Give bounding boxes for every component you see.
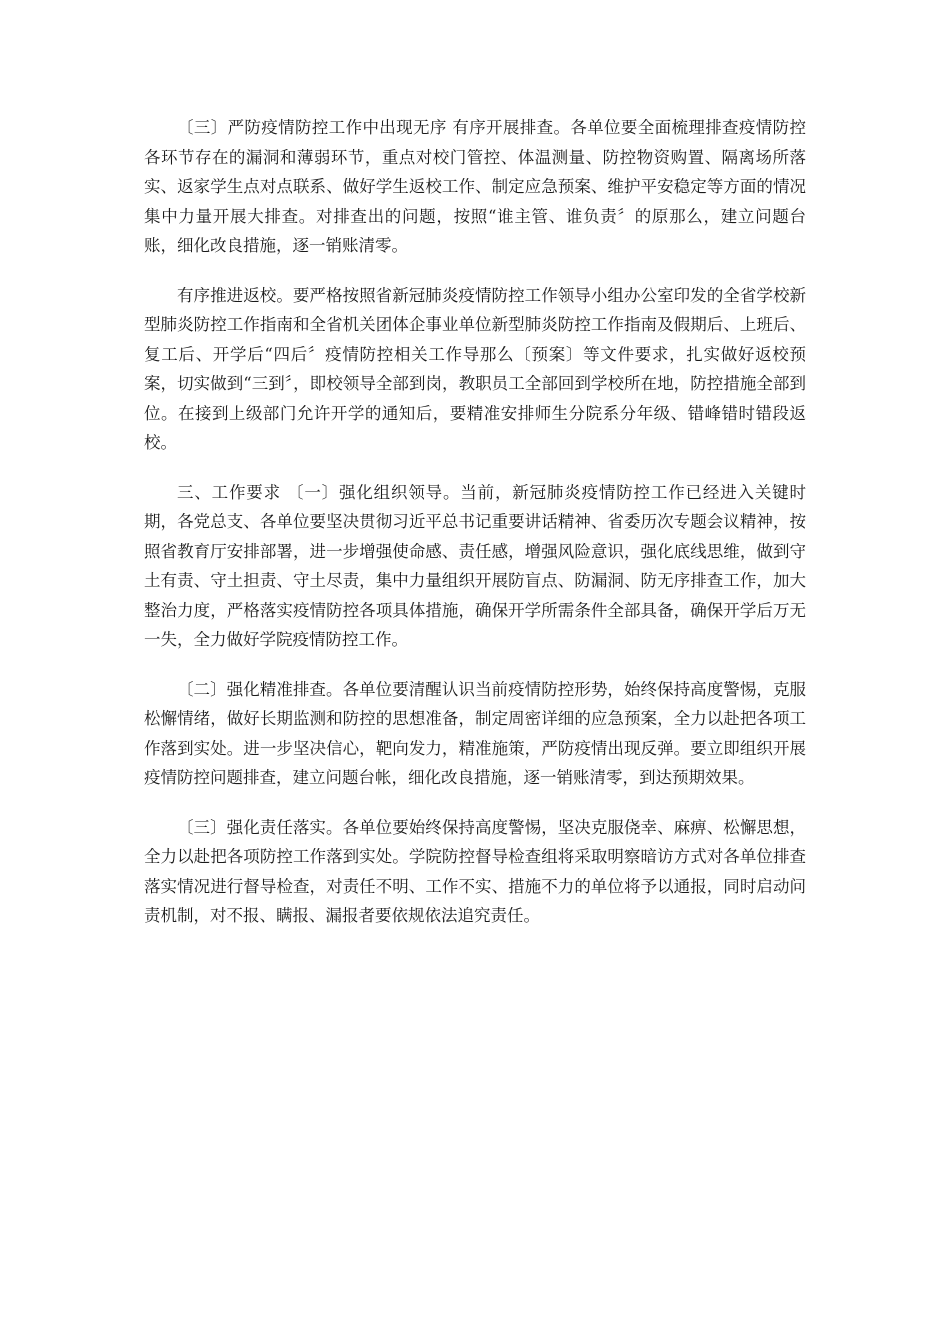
paragraph-precise-investigation: 〔二〕强化精准排查。各单位要清醒认识当前疫情防控形势，始终保持高度警惕，克服松懈情绪，做好长期监测和防控的思想准备，制定周密详细的应急预案，全力以赴把各项工作落到实处。进一步坚决信心，靶向发力，精准施策，严防疫情出现反弹。要立即组织开展疫情防控问题排查，建立问题台帐，细化改良措施，逐一销账清零，到达预期效果。 [144,679,806,787]
paragraph-work-requirements: 三、工作要求 〔一〕强化组织领导。当前，新冠肺炎疫情防控工作已经进入关键时期，各党总支、各单位要坚决贯彻习近平总书记重要讲话精神、省委历次专题会议精神，按照省教育厅安排部署，进一步增强使命感、责任感，增强风险意识，强化底线思维，做到守土有责、守土担责、守土尽责，集中力量组织开展防盲点、防漏洞、防无序排查工作，加大整治力度，严格落实疫情防控各项具体措施，确保开学所需条件全部具备，确保开学后万无一失，全力做好学院疫情防控工作。 [144,482,806,649]
paragraph-return-to-school: 有序推进返校。要严格按照省新冠肺炎疫情防控工作领导小组办公室印发的全省学校新型肺炎防控工作指南和全省机关团体企事业单位新型肺炎防控工作指南及假期后、上班后、复工后、开学后“四后〞疫情防控相关工作导那么〔预案〕等文件要求，扎实做好返校预案，切实做到“三到〞，即校领导全部到岗，教职员工全部回到学校所在地，防控措施全部到位。在接到上级部门允许开学的通知后，要精准安排师生分院系分年级、错峰错时错段返校。 [144,285,806,452]
document-page [144,113,806,951]
paragraph-responsibility: 〔三〕强化责任落实。各单位要始终保持高度警惕，坚决克服侥幸、麻痹、松懈思想，全力以赴把各项防控工作落到实处。学院防控督导检查组将采取明察暗访方式对各单位排查落实情况进行督导检查，对责任不明、工作不实、措施不力的单位将予以通报，同时启动问责机制，对不报、瞒报、漏报者要依规依法追究责任。 [144,817,806,925]
paragraph-investigation: 〔三〕严防疫情防控工作中出现无序 有序开展排查。各单位要全面梳理排查疫情防控各环节存在的漏洞和薄弱环节，重点对校门管控、体温测量、防控物资购置、隔离场所落实、返家学生点对点联系、做好学生返校工作、制定应急预案、维护平安稳定等方面的情况集中力量开展大排查。对排查出的问题，按照“谁主管、谁负责〞的原那么，建立问题台账，细化改良措施，逐一销账清零。 [144,118,806,255]
